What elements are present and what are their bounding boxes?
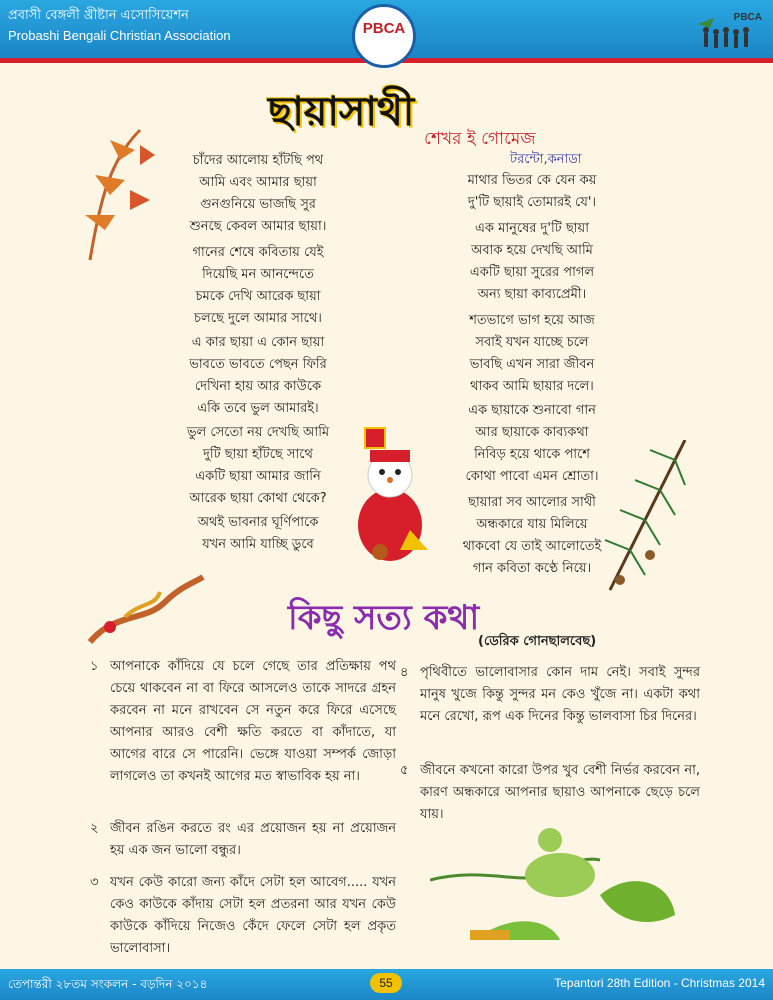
page-number: 55 xyxy=(370,973,402,993)
footer-bar xyxy=(0,969,773,1000)
poem-line: গানের শেষে কবিতায় যেই xyxy=(192,245,324,260)
poem-stanza xyxy=(432,400,632,488)
poem-line: ভাবছি এখন সারা জীবন xyxy=(469,357,595,372)
corner-logo xyxy=(696,10,766,54)
item-number: ৫ xyxy=(400,763,409,778)
ornament-swirl-icon xyxy=(85,572,205,647)
poem-line: অন্ধকারে যায় মিলিয়ে xyxy=(476,517,588,532)
poem-line: এক মানুষের দু'টি ছায়া xyxy=(475,221,589,236)
poem-line: সবাই যখন যাচ্ছে চলে xyxy=(475,335,589,350)
poem-line: মাথার ভিতর কে যেন কয় xyxy=(467,173,597,188)
poem-line: আমি এবং আমার ছায়া xyxy=(199,175,317,190)
poem-line: ভাবতে ভাবতে পেছন ফিরি xyxy=(189,357,327,372)
poem-line: থাকবো যে তাই আলোতেই xyxy=(462,539,602,554)
item-text: আপনাকে কাঁদিয়ে যে চলে গেছে তার প্রতিক্ষায় পথ চেয়ে থাকবেন না বা ফিরে আসলেও তাকে সাদরে গ্রহন করবেন না মনে রাখবেন সে নতুন করে ফিরে এসেছে আপনার আরও বেশী ক্ষতি করতে বা কাঁদাতে, যা আগের বারে সে পারেনি। ভেঙ্গে যাওয়া সম্পর্ক জোড়া লাগলেও তা কখনই আগের মত স্বাভাবিক হয় না। xyxy=(110,659,396,784)
corner-badge-text: PBCA xyxy=(733,12,762,23)
poem-line: দিয়েছি মন আনন্দেতে xyxy=(202,267,314,282)
poem-line: ভুল সেতো নয় দেখছি আমি xyxy=(186,425,330,440)
footer-left-text: তেপান্তরী ২৮তম সংকলন - বড়দিন ২০১৪ xyxy=(8,977,208,991)
item-number: ৩ xyxy=(90,875,99,890)
item-text: পৃথিবীতে ভালোবাসার কোন দাম নেই। সবাই সুন্দর মানুষ খুজে কিন্তু সুন্দর মন কেও খুঁজে না। একটা কথা মনে রেখো, রূপ এক দিনের কিন্তু ভালবাসা চির দিনের। xyxy=(420,665,700,724)
article-byline: (ডেরিক গোনছালবেছ) xyxy=(478,634,597,649)
item-text: যখন কেউ কারো জন্য কাঁদে সেটা হল আবেগ..... যখন কেও কাউকে কাঁদায় সেটা হল প্রতরনা আর যখন কেউ কাউকে কাঁদিয়ে নিজেও কেঁদে ফেলে সেটা হল প্রকৃত ভালোবাসা। xyxy=(110,875,396,956)
poem-line: গান কবিতা কণ্ঠে নিয়ে। xyxy=(472,561,592,576)
poem-line: চমকে দেখি আরেক ছায়া xyxy=(195,289,321,304)
poem-line: একটি ছায়া সুরের পাগল xyxy=(469,265,595,280)
logo-text: PBCA xyxy=(362,20,406,37)
poem-line: শতভাগে ভাগ হয়ে আজ xyxy=(469,313,595,328)
poem-stanza xyxy=(432,170,632,214)
poem-title: ছায়াসাথী xyxy=(268,89,415,135)
item-number: ১ xyxy=(90,659,99,674)
poem-line: চলছে দুলে আমার সাথে। xyxy=(194,311,322,326)
poem-line: অবাক হয়ে দেখছি আমি xyxy=(471,243,593,258)
poem-line: দু'টি ছায়াই তোমারই যে'। xyxy=(467,195,597,210)
poem-line: গুনগুনিয়ে ভাজছি সুর xyxy=(200,197,316,212)
autumn-leaves-icon xyxy=(80,120,160,270)
article-title: কিছু সত্য কথা xyxy=(288,598,480,638)
poem-line: কোথা পাবো এমন শ্রোতা। xyxy=(465,469,599,484)
poem-stanza xyxy=(432,492,632,580)
poem-line: নিবিড় হয়ে থাকে পাশে xyxy=(474,447,590,462)
poem-stanza xyxy=(158,422,358,510)
poem-line: এক ছায়াকে শুনাবো গান xyxy=(468,403,596,418)
poem-line: একটি ছায়া আমার জানি xyxy=(195,469,321,484)
item-text: জীবন রঙিন করতে রং এর প্রয়োজন হয় না প্রয়োজন হয় এক জন ভালো বন্ধুর। xyxy=(110,821,396,858)
poem-line: অথই ভাবনার ঘূর্ণিপাকে xyxy=(197,515,319,530)
poem-line: ছায়ারা সব আলোর সাথী xyxy=(468,495,596,510)
poem-line: দেখিনা হায় আর কাউকে xyxy=(194,379,322,394)
poem-line: একি তবে ভুল আমারই। xyxy=(197,401,319,416)
item-number: ৪ xyxy=(400,665,409,680)
poem-line: অন্য ছায়া কাব্যপ্রেমী। xyxy=(477,287,587,302)
poem-line: আরেক ছায়া কোথা থেকে? xyxy=(189,491,327,506)
poem-stanza xyxy=(432,310,632,398)
poem-line: থাকব আমি ছায়ার দলে। xyxy=(470,379,594,394)
poem-line: দুটি ছায়া হাঁটছে সাথে xyxy=(203,447,313,462)
poem-stanza xyxy=(158,512,358,556)
poem-stanza xyxy=(158,242,358,330)
org-name-bengali: প্রবাসী বেঙ্গলী খ্রীষ্টান এসোসিয়েশন xyxy=(8,8,189,23)
poem-line: চাঁদের আলোয় হাঁটছি পথ xyxy=(192,153,324,168)
org-name-english: Probashi Bengali Christian Association xyxy=(8,28,231,43)
poem-line: যখন আমি যাচ্ছি ডুবে xyxy=(202,537,314,552)
poem-author: শেখর ই গোমেজ xyxy=(424,129,536,149)
item-number: ২ xyxy=(90,821,99,836)
poem-line: শুনছে কেবল আমার ছায়া। xyxy=(189,219,327,234)
item-text: জীবনে কখনো কারো উপর খুব বেশী নির্ভর করবেন না, কারণ অন্ধকারে আপনার ছায়াও আপনাকে ছেড়ে চলে যায়। xyxy=(420,763,700,822)
poem-stanza xyxy=(158,332,358,420)
pbca-logo xyxy=(352,4,416,68)
poem-line: আর ছায়াকে কাব্যকথা xyxy=(475,425,589,440)
poem-location: টরন্টো,কনাডা xyxy=(510,152,582,167)
poem-line: এ কার ছায়া এ কোন ছায়া xyxy=(191,335,325,350)
bird-icon xyxy=(430,820,690,950)
footer-right-text: Tepantori 28th Edition - Christmas 2014 xyxy=(554,976,765,990)
poem-stanza xyxy=(432,218,632,306)
poem-stanza xyxy=(158,150,358,238)
